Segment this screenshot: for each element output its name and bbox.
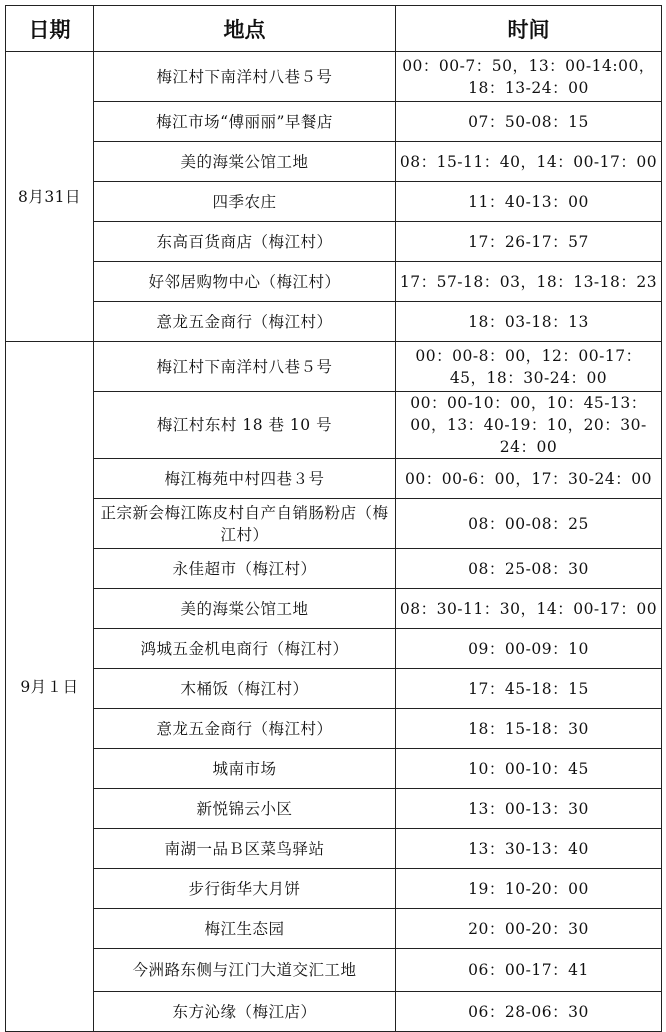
time-cell: 00：00-8：00，12：00-17：45，18：30-24：00 — [396, 342, 662, 392]
time-cell: 06：28-06：30 — [396, 992, 662, 1032]
table-row — [6, 102, 662, 142]
date-cell: 9月１日 — [6, 342, 94, 1032]
time-cell: 07：50-08：15 — [396, 102, 662, 142]
time-cell: 00：00-10：00，10：45-13：00，13：40-19：10，20：30-24：00 — [396, 392, 662, 459]
table-row — [6, 182, 662, 222]
table-row — [6, 749, 662, 789]
time-cell: 13：30-13：40 — [396, 829, 662, 869]
table-row — [6, 52, 662, 102]
header-time: 时间 — [396, 6, 662, 52]
location-cell: 意龙五金商行（梅江村） — [94, 709, 396, 749]
time-cell: 08：25-08：30 — [396, 549, 662, 589]
location-cell: 东方沁缘（梅江店） — [94, 992, 396, 1032]
location-cell: 梅江梅苑中村四巷３号 — [94, 459, 396, 499]
table-row — [6, 549, 662, 589]
location-cell: 梅江村下南洋村八巷５号 — [94, 52, 396, 102]
time-cell: 06：00-17：41 — [396, 949, 662, 992]
time-cell: 00：00-6：00，17：30-24：00 — [396, 459, 662, 499]
location-cell: 梅江生态园 — [94, 909, 396, 949]
table-row — [6, 709, 662, 749]
table-row — [6, 909, 662, 949]
table-row — [6, 829, 662, 869]
table-row — [6, 142, 662, 182]
table-row — [6, 459, 662, 499]
location-cell: 梅江市场“傅丽丽”早餐店 — [94, 102, 396, 142]
location-cell: 新悦锦云小区 — [94, 789, 396, 829]
table-row — [6, 499, 662, 549]
location-cell: 正宗新会梅江陈皮村自产自销肠粉店（梅江村） — [94, 499, 396, 549]
time-cell: 19：10-20：00 — [396, 869, 662, 909]
time-cell: 10：00-10：45 — [396, 749, 662, 789]
table-row — [6, 302, 662, 342]
table-row — [6, 392, 662, 459]
table-row — [6, 789, 662, 829]
time-cell: 08：00-08：25 — [396, 499, 662, 549]
location-cell: 鸿城五金机电商行（梅江村） — [94, 629, 396, 669]
table-row — [6, 262, 662, 302]
location-cell: 步行街华大月饼 — [94, 869, 396, 909]
time-cell: 17：26-17：57 — [396, 222, 662, 262]
table-row — [6, 629, 662, 669]
location-cell: 今洲路东侧与江门大道交汇工地 — [94, 949, 396, 992]
table-row — [6, 589, 662, 629]
location-cell: 四季农庄 — [94, 182, 396, 222]
location-cell: 意龙五金商行（梅江村） — [94, 302, 396, 342]
location-cell: 梅江村下南洋村八巷５号 — [94, 342, 396, 392]
table-row — [6, 222, 662, 262]
location-cell: 东高百货商店（梅江村） — [94, 222, 396, 262]
time-cell: 00：00-7：50，13：00-14:00，18：13-24：00 — [396, 52, 662, 102]
time-cell: 20：00-20：30 — [396, 909, 662, 949]
time-cell: 13：00-13：30 — [396, 789, 662, 829]
time-cell: 18：15-18：30 — [396, 709, 662, 749]
time-cell: 11：40-13：00 — [396, 182, 662, 222]
time-cell: 08：15-11：40，14：00-17：00 — [396, 142, 662, 182]
header-row — [6, 6, 662, 52]
table-row — [6, 669, 662, 709]
location-cell: 木桶饭（梅江村） — [94, 669, 396, 709]
header-location: 地点 — [94, 6, 396, 52]
header-date: 日期 — [6, 6, 94, 52]
date-cell: 8月31日 — [6, 52, 94, 342]
location-cell: 南湖一品Ｂ区菜鸟驿站 — [94, 829, 396, 869]
location-cell: 城南市场 — [94, 749, 396, 789]
table-row — [6, 869, 662, 909]
location-cell: 好邻居购物中心（梅江村） — [94, 262, 396, 302]
table-body — [6, 52, 662, 1032]
time-cell: 17：57-18：03，18：13-18：23 — [396, 262, 662, 302]
schedule-table — [5, 5, 662, 1032]
time-cell: 18：03-18：13 — [396, 302, 662, 342]
location-cell: 美的海棠公馆工地 — [94, 142, 396, 182]
location-cell: 永佳超市（梅江村） — [94, 549, 396, 589]
table-row — [6, 992, 662, 1032]
table-row — [6, 949, 662, 992]
location-cell: 美的海棠公馆工地 — [94, 589, 396, 629]
time-cell: 17：45-18：15 — [396, 669, 662, 709]
table-row — [6, 342, 662, 392]
time-cell: 09：00-09：10 — [396, 629, 662, 669]
location-cell: 梅江村东村 18 巷 10 号 — [94, 392, 396, 459]
time-cell: 08：30-11：30，14：00-17：00 — [396, 589, 662, 629]
